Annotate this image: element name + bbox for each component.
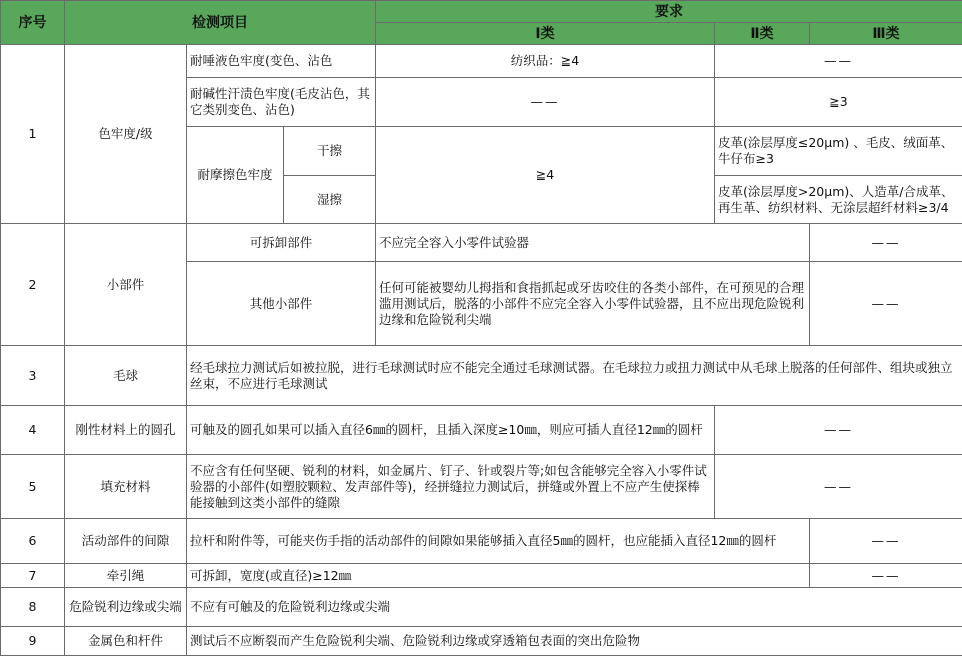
requirement-text: 可拆卸，宽度(或直径)≥12㎜ bbox=[187, 564, 810, 588]
class-2-value: 皮革(涂层厚度>20μm)、人造革/合成革、再生革、纺织材料、无涂层超纤材料≥3/4 bbox=[715, 176, 962, 224]
requirement-text: 任何可能被婴幼儿拇指和食指抓起或牙齿咬住的各类小部件，在可预见的合理滥用测试后，脱落的小部件不应完全容入小零件试验器，且不应出现危险锐利边缘和危险锐利尖端 bbox=[376, 262, 810, 346]
row-seq: 4 bbox=[1, 406, 65, 455]
sub-item: 可拆卸部件 bbox=[187, 224, 376, 262]
requirement-text: 拉杆和附件等，可能夹伤手指的活动部件的间隙如果能够插入直径5㎜的圆杆，也应能插入直径12㎜的圆杆 bbox=[187, 519, 810, 564]
table-row bbox=[1, 627, 962, 656]
class-3-value: —— bbox=[810, 519, 962, 564]
row-seq: 6 bbox=[1, 519, 65, 564]
row-seq: 8 bbox=[1, 588, 65, 627]
row-item: 活动部件的间隙 bbox=[65, 519, 187, 564]
row-seq: 3 bbox=[1, 346, 65, 406]
class-1-value: —— bbox=[376, 78, 715, 127]
row-seq: 1 bbox=[1, 45, 65, 224]
row-item: 填充材料 bbox=[65, 455, 187, 519]
row-item: 刚性材料上的圆孔 bbox=[65, 406, 187, 455]
table-row bbox=[1, 406, 962, 455]
requirement-text: 不应有可触及的危险锐利边缘或尖端 bbox=[187, 588, 962, 627]
requirement-text: 可触及的圆孔如果可以插入直径6㎜的圆杆，且插入深度≥10㎜，则应可插人直径12㎜的圆杆 bbox=[187, 406, 715, 455]
class-3-value: —— bbox=[810, 564, 962, 588]
row-item: 小部件 bbox=[65, 224, 187, 346]
requirement-text: 不应完全容入小零件试验器 bbox=[376, 224, 810, 262]
table-row bbox=[1, 588, 962, 627]
class-3-value: —— bbox=[810, 262, 962, 346]
table-row bbox=[1, 346, 962, 406]
table-row bbox=[1, 455, 962, 519]
header-row bbox=[1, 1, 962, 23]
row-item: 牵引绳 bbox=[65, 564, 187, 588]
class-23-value: —— bbox=[715, 406, 962, 455]
requirement-text: 测试后不应断裂而产生危险锐利尖端、危险锐利边缘或穿透箱包表面的突出危险物 bbox=[187, 627, 962, 656]
header-class-2: Ⅱ类 bbox=[715, 23, 810, 45]
class-23-value: ≧3 bbox=[715, 78, 962, 127]
row-item: 危险锐利边缘或尖端 bbox=[65, 588, 187, 627]
table-row bbox=[1, 564, 962, 588]
sub-sub-item: 湿擦 bbox=[284, 176, 376, 224]
header-item: 检测项目 bbox=[65, 1, 376, 45]
table-row bbox=[1, 45, 962, 78]
sub-item: 其他小部件 bbox=[187, 262, 376, 346]
row-seq: 2 bbox=[1, 224, 65, 346]
sub-item: 耐碱性汗渍色牢度(毛皮沾色，其它类别变色、沾色) bbox=[187, 78, 376, 127]
row-seq: 7 bbox=[1, 564, 65, 588]
row-seq: 5 bbox=[1, 455, 65, 519]
table-row bbox=[1, 519, 962, 564]
table-row bbox=[1, 224, 962, 262]
class-1-value: 纺织品：≧4 bbox=[376, 45, 715, 78]
class-3-value: —— bbox=[810, 224, 962, 262]
class-23-value: —— bbox=[715, 45, 962, 78]
sub-item: 耐唾液色牢度(变色、沾色 bbox=[187, 45, 376, 78]
class-1-value: ≧4 bbox=[376, 127, 715, 224]
row-seq: 9 bbox=[1, 627, 65, 656]
row-item: 毛球 bbox=[65, 346, 187, 406]
header-class-1: Ⅰ类 bbox=[376, 23, 715, 45]
row-item: 色牢度/级 bbox=[65, 45, 187, 224]
sub-item: 耐摩擦色牢度 bbox=[187, 127, 284, 224]
header-seq: 序号 bbox=[1, 1, 65, 45]
requirement-text: 经毛球拉力测试后如被拉脱，进行毛球测试时应不能完全通过毛球测试器。在毛球拉力或扭力测试中从毛球上脱落的任何部件、组块或独立丝束，不应进行毛球测试 bbox=[187, 346, 962, 406]
header-class-3: Ⅲ类 bbox=[810, 23, 962, 45]
row-item: 金属色和杆件 bbox=[65, 627, 187, 656]
sub-sub-item: 干擦 bbox=[284, 127, 376, 176]
class-23-value: —— bbox=[715, 455, 962, 519]
requirement-text: 不应含有任何坚硬、锐利的材料，如金属片、钉子、针或裂片等;如包含能够完全容入小零件试验器的小部件(如塑胶颗粒、发声部件等)，经拼缝拉力测试后，拼缝或外置上不应产生使探棒能接触到这类小部件的缝隙 bbox=[187, 455, 715, 519]
header-requirement: 要求 bbox=[376, 1, 962, 23]
class-2-value: 皮革(涂层厚度≤20μm) 、毛皮、绒面革、牛仔布≥3 bbox=[715, 127, 962, 176]
